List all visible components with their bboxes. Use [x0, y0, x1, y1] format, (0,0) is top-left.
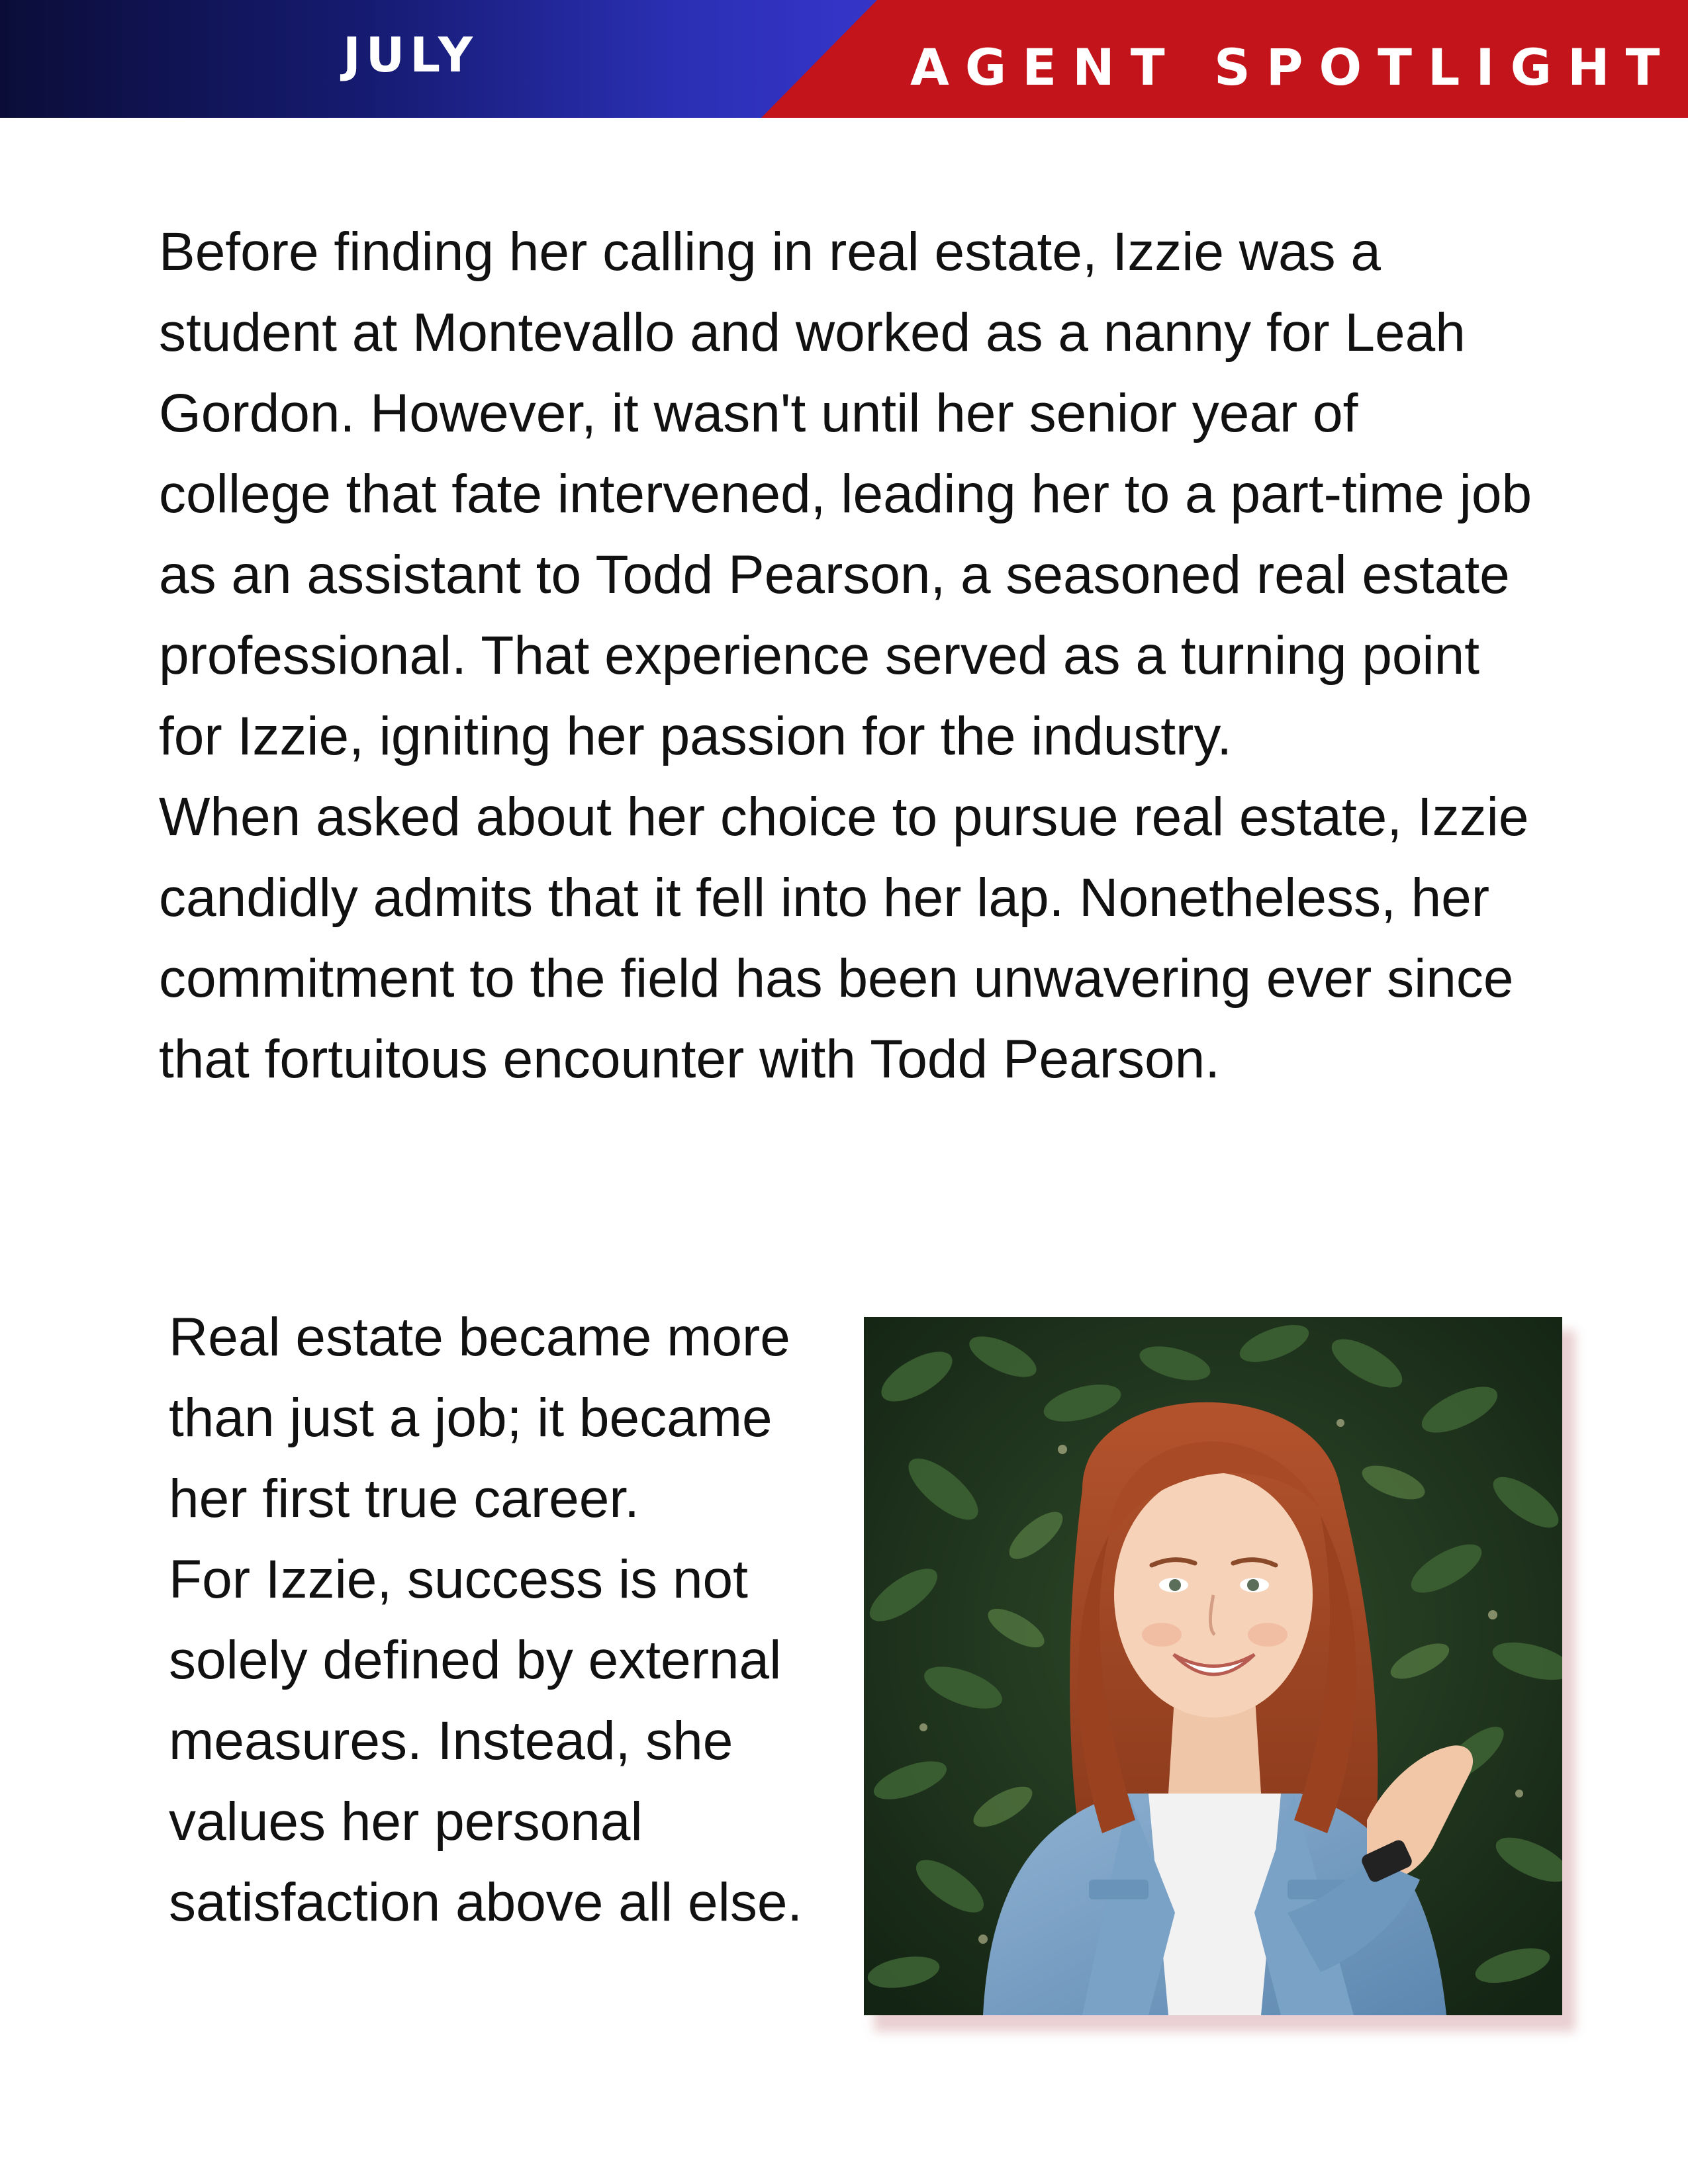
- intro-paragraph-1: Before finding her calling in real estate, Izzie was a student at Montevallo and worked as a nanny for Leah Gordon. However, it wasn't until her senior year of college that fate intervened, leading her to a part-time job as an assistant to Todd Pearson, a seasoned real estate professional. That experience served as a turning point for Izzie, igniting her passion for the industry.: [159, 222, 1532, 766]
- month-label: JULY: [342, 27, 479, 83]
- article-intro: [159, 212, 1536, 1100]
- header-banner: [0, 0, 1688, 118]
- section-title: AGENT SPOTLIGHT: [910, 38, 1676, 97]
- side-paragraph-1: Real estate became more than just a job; it became her first true career.: [169, 1307, 790, 1529]
- article-side-text: [169, 1297, 831, 1943]
- portrait-photo: [864, 1317, 1562, 2015]
- intro-paragraph-2: When asked about her choice to pursue real estate, Izzie candidly admits that it fell into her lap. Nonetheless, her commitment to the field has been unwavering ever since that fortuitous encounter with Todd Pearson.: [159, 787, 1529, 1089]
- side-paragraph-2: For Izzie, success is not solely defined by external measures. Instead, she values her personal satisfaction above all else.: [169, 1549, 803, 1933]
